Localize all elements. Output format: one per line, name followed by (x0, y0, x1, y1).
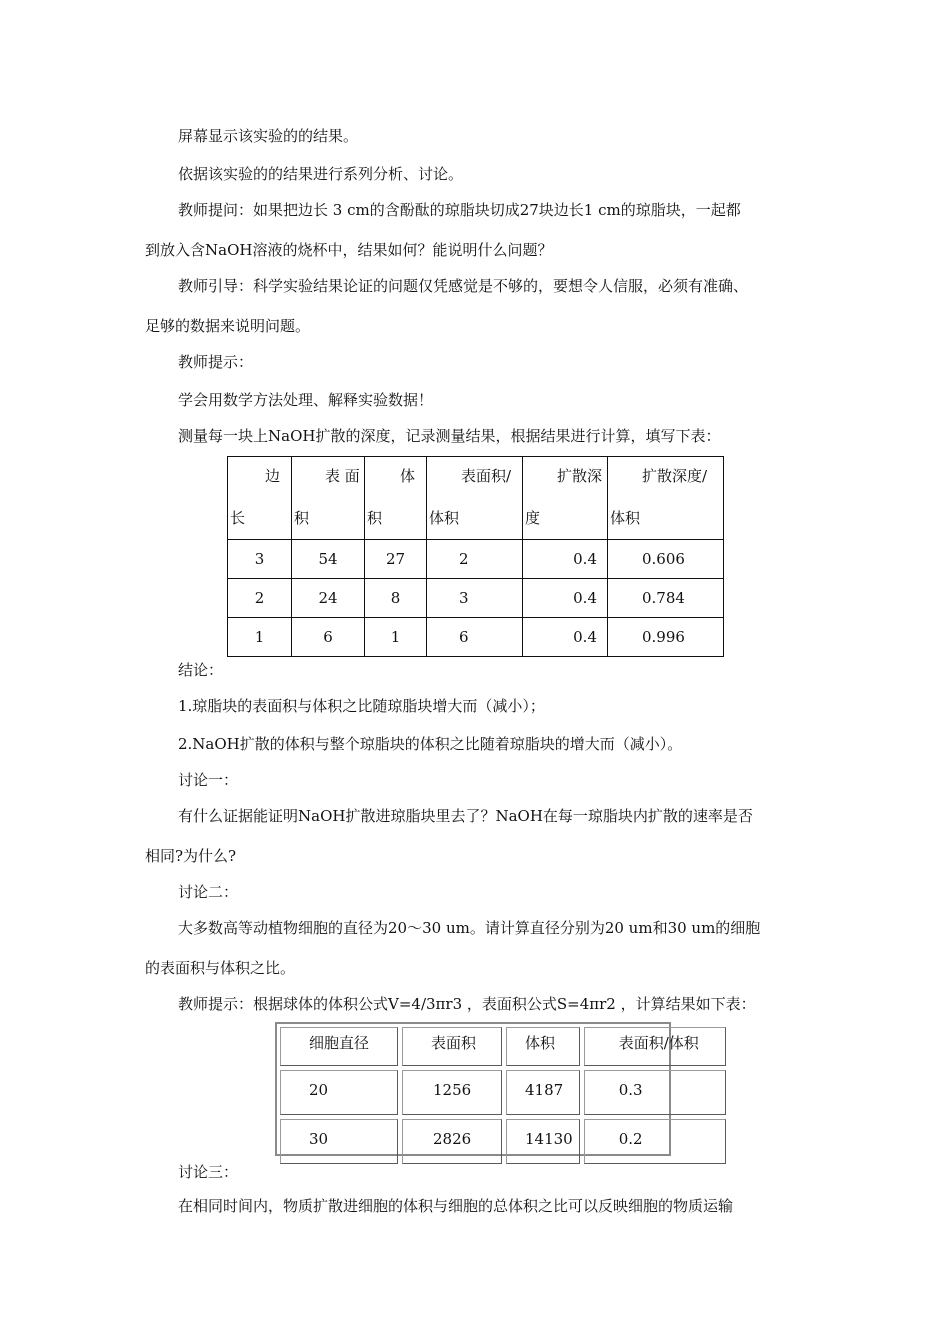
table-row (228, 540, 724, 579)
table-cell: 2 (427, 540, 523, 579)
table-row (228, 579, 724, 618)
paragraph: 结论： (178, 661, 224, 679)
paragraph: 2.NaOH扩散的体积与整个琼脂块的体积之比随着琼脂块的增大而（减小）。 (178, 735, 683, 753)
paragraph: 测量每一块上NaOH扩散的深度，记录测量结果，根据结果进行计算，填写下表： (178, 427, 721, 445)
paragraph: 有什么证据能证明NaOH扩散进琼脂块里去了？NaOH在每一琼脂块内扩散的速率是否 (178, 807, 753, 825)
table-cell: 24 (292, 579, 365, 618)
paragraph: 屏幕显示该实验的的结果。 (178, 127, 359, 145)
paragraph-continued: 到放入含NaOH溶液的烧杯中，结果如何？能说明什么问题？ (145, 241, 553, 259)
table-header-cell: 细胞直径 (280, 1027, 398, 1066)
table-cell: 3 (427, 579, 523, 618)
table-cell: 1256 (402, 1070, 502, 1115)
paragraph-continued: 相同?为什么? (145, 847, 237, 865)
cell-ratio-table (276, 1023, 730, 1168)
paragraph-continued: 足够的数据来说明问题。 (145, 317, 311, 335)
table-cell: 0.4 (523, 618, 608, 657)
paragraph: 教师提示：根据球体的体积公式V=4/3πr3 ，表面积公式S=4πr2 ，计算结果如下表： (178, 995, 756, 1013)
table-cell: 14130 (506, 1119, 580, 1164)
table-cell: 0.996 (608, 618, 724, 657)
table-header-cell: 边 长 (228, 457, 292, 540)
table-row (280, 1070, 726, 1115)
paragraph: 讨论一： (178, 771, 239, 789)
paragraph: 1.琼脂块的表面积与体积之比随琼脂块增大而（减小）； (178, 697, 545, 715)
table-header-cell: 体 积 (365, 457, 427, 540)
table-header-cell: 表面积 (402, 1027, 502, 1066)
table-cell: 3 (228, 540, 292, 579)
table-header-cell: 体积 (506, 1027, 580, 1066)
diffusion-table (227, 456, 724, 657)
paragraph: 教师提示： (178, 353, 254, 371)
table-cell: 54 (292, 540, 365, 579)
table-header-row (228, 457, 724, 540)
table-header-cell: 扩散深度/ 体积 (608, 457, 724, 540)
paragraph: 依据该实验的的结果进行系列分析、讨论。 (178, 165, 464, 183)
paragraph: 教师提问：如果把边长 3 cm的含酚酞的琼脂块切成27块边长1 cm的琼脂块，一起都 (178, 201, 741, 219)
table-header-cell: 表面积/ 体积 (427, 457, 523, 540)
table-header-cell: 表 面 积 (292, 457, 365, 540)
table-cell: 8 (365, 579, 427, 618)
table-cell: 0.784 (608, 579, 724, 618)
paragraph: 在相同时间内，物质扩散进细胞的体积与细胞的总体积之比可以反映细胞的物质运输 (178, 1197, 734, 1215)
table-cell: 0.4 (523, 540, 608, 579)
table-cell: 0.606 (608, 540, 724, 579)
table-cell: 6 (427, 618, 523, 657)
table-row (228, 618, 724, 657)
table-cell: 4187 (506, 1070, 580, 1115)
table-header-cell: 扩散深 度 (523, 457, 608, 540)
table-cell: 0.3 (584, 1070, 726, 1115)
paragraph: 教师引导：科学实验结果论证的问题仅凭感觉是不够的，要想令人信服，必须有准确、 (178, 277, 749, 295)
table-cell: 1 (365, 618, 427, 657)
table-cell: 20 (280, 1070, 398, 1115)
table-cell: 0.4 (523, 579, 608, 618)
paragraph: 讨论二： (178, 883, 239, 901)
table-cell: 2 (228, 579, 292, 618)
table-cell: 2826 (402, 1119, 502, 1164)
table-cell: 1 (228, 618, 292, 657)
paragraph: 学会用数学方法处理、解释实验数据！ (178, 391, 434, 409)
paragraph: 大多数高等动植物细胞的直径为20～30 um。请计算直径分别为20 um和30 um的细胞 (178, 919, 761, 937)
table-cell: 6 (292, 618, 365, 657)
paragraph: 讨论三： (178, 1163, 239, 1181)
table-row (280, 1119, 726, 1164)
table-header-cell: 表面积/体积 (584, 1027, 726, 1066)
table-cell: 30 (280, 1119, 398, 1164)
paragraph-continued: 的表面积与体积之比。 (145, 959, 296, 977)
table-cell: 27 (365, 540, 427, 579)
table-cell: 0.2 (584, 1119, 726, 1164)
table-header-row (280, 1027, 726, 1066)
